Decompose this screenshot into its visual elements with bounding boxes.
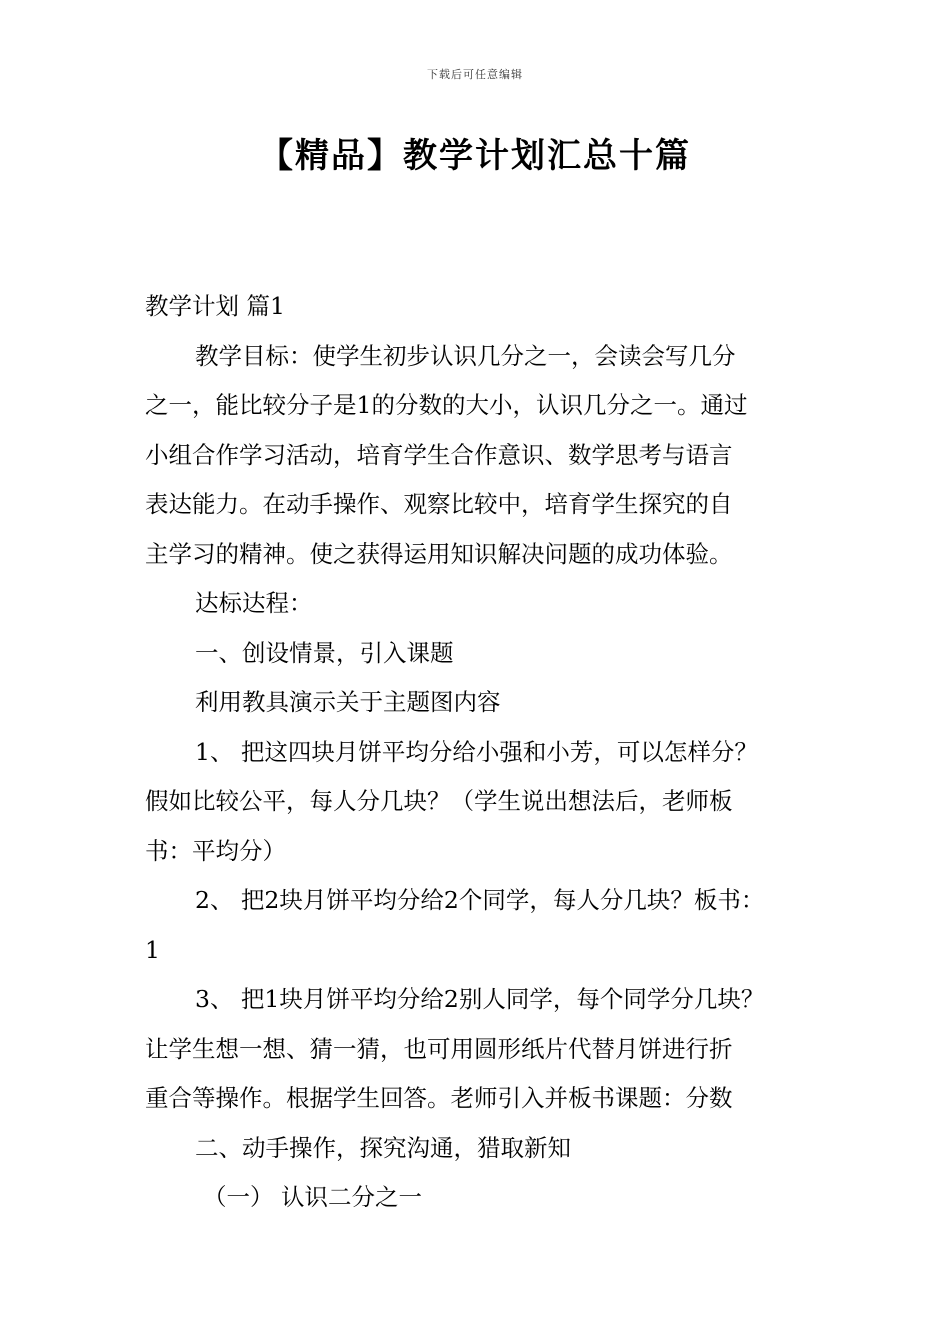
- paragraph-line: 表达能力。在动手操作、观察比较中，培育学生探究的自: [145, 490, 733, 518]
- paragraph-line: 二、动手操作，探究沟通，猎取新知: [195, 1133, 571, 1162]
- paragraph-line: 1、 把这四块月饼平均分给小强和小芳，可以怎样分？: [195, 737, 758, 766]
- paragraph-line: 利用教具演示关于主题图内容: [195, 688, 501, 716]
- paragraph-line: 小组合作学习活动，培育学生合作意识、数学思考与语言: [145, 440, 733, 469]
- paragraph-line: 教学目标：使学生初步认识几分之一，会读会写几分: [195, 341, 736, 370]
- paragraph-line: 让学生想一想、猜一猜，也可用圆形纸片代替月饼进行折: [145, 1034, 733, 1063]
- paragraph-line: 达标达程：: [195, 589, 313, 617]
- paragraph-line: 2、 把2块月饼平均分给2个同学，每人分几块？板书：: [195, 886, 765, 914]
- paragraph-line: 3、 把1块月饼平均分给2别人同学，每个同学分几块？: [195, 985, 765, 1013]
- paragraph-line: 假如比较公平，每人分几块？（学生说出想法后，老师板: [145, 787, 733, 815]
- paragraph-line: 之一，能比较分子是1的分数的大小，认识几分之一。通过: [145, 391, 748, 419]
- paragraph-line: 一、创设情景，引入课题: [195, 638, 454, 667]
- paragraph-line: 重合等操作。根据学生回答。老师引入并板书课题：分数: [145, 1084, 733, 1112]
- paragraph-line: 1: [145, 935, 160, 964]
- document-title: 【精品】教学计划汇总十篇: [259, 136, 691, 176]
- paragraph-line: 主学习的精神。使之获得运用知识解决问题的成功体验。: [145, 539, 733, 568]
- header-note: 下载后可任意编辑: [427, 68, 523, 81]
- document-body: [145, 282, 835, 1223]
- section-heading: 教学计划 篇1: [145, 292, 285, 320]
- paragraph-line: 书：平均分）: [145, 836, 286, 865]
- paragraph-line: （一） 认识二分之一: [203, 1183, 422, 1211]
